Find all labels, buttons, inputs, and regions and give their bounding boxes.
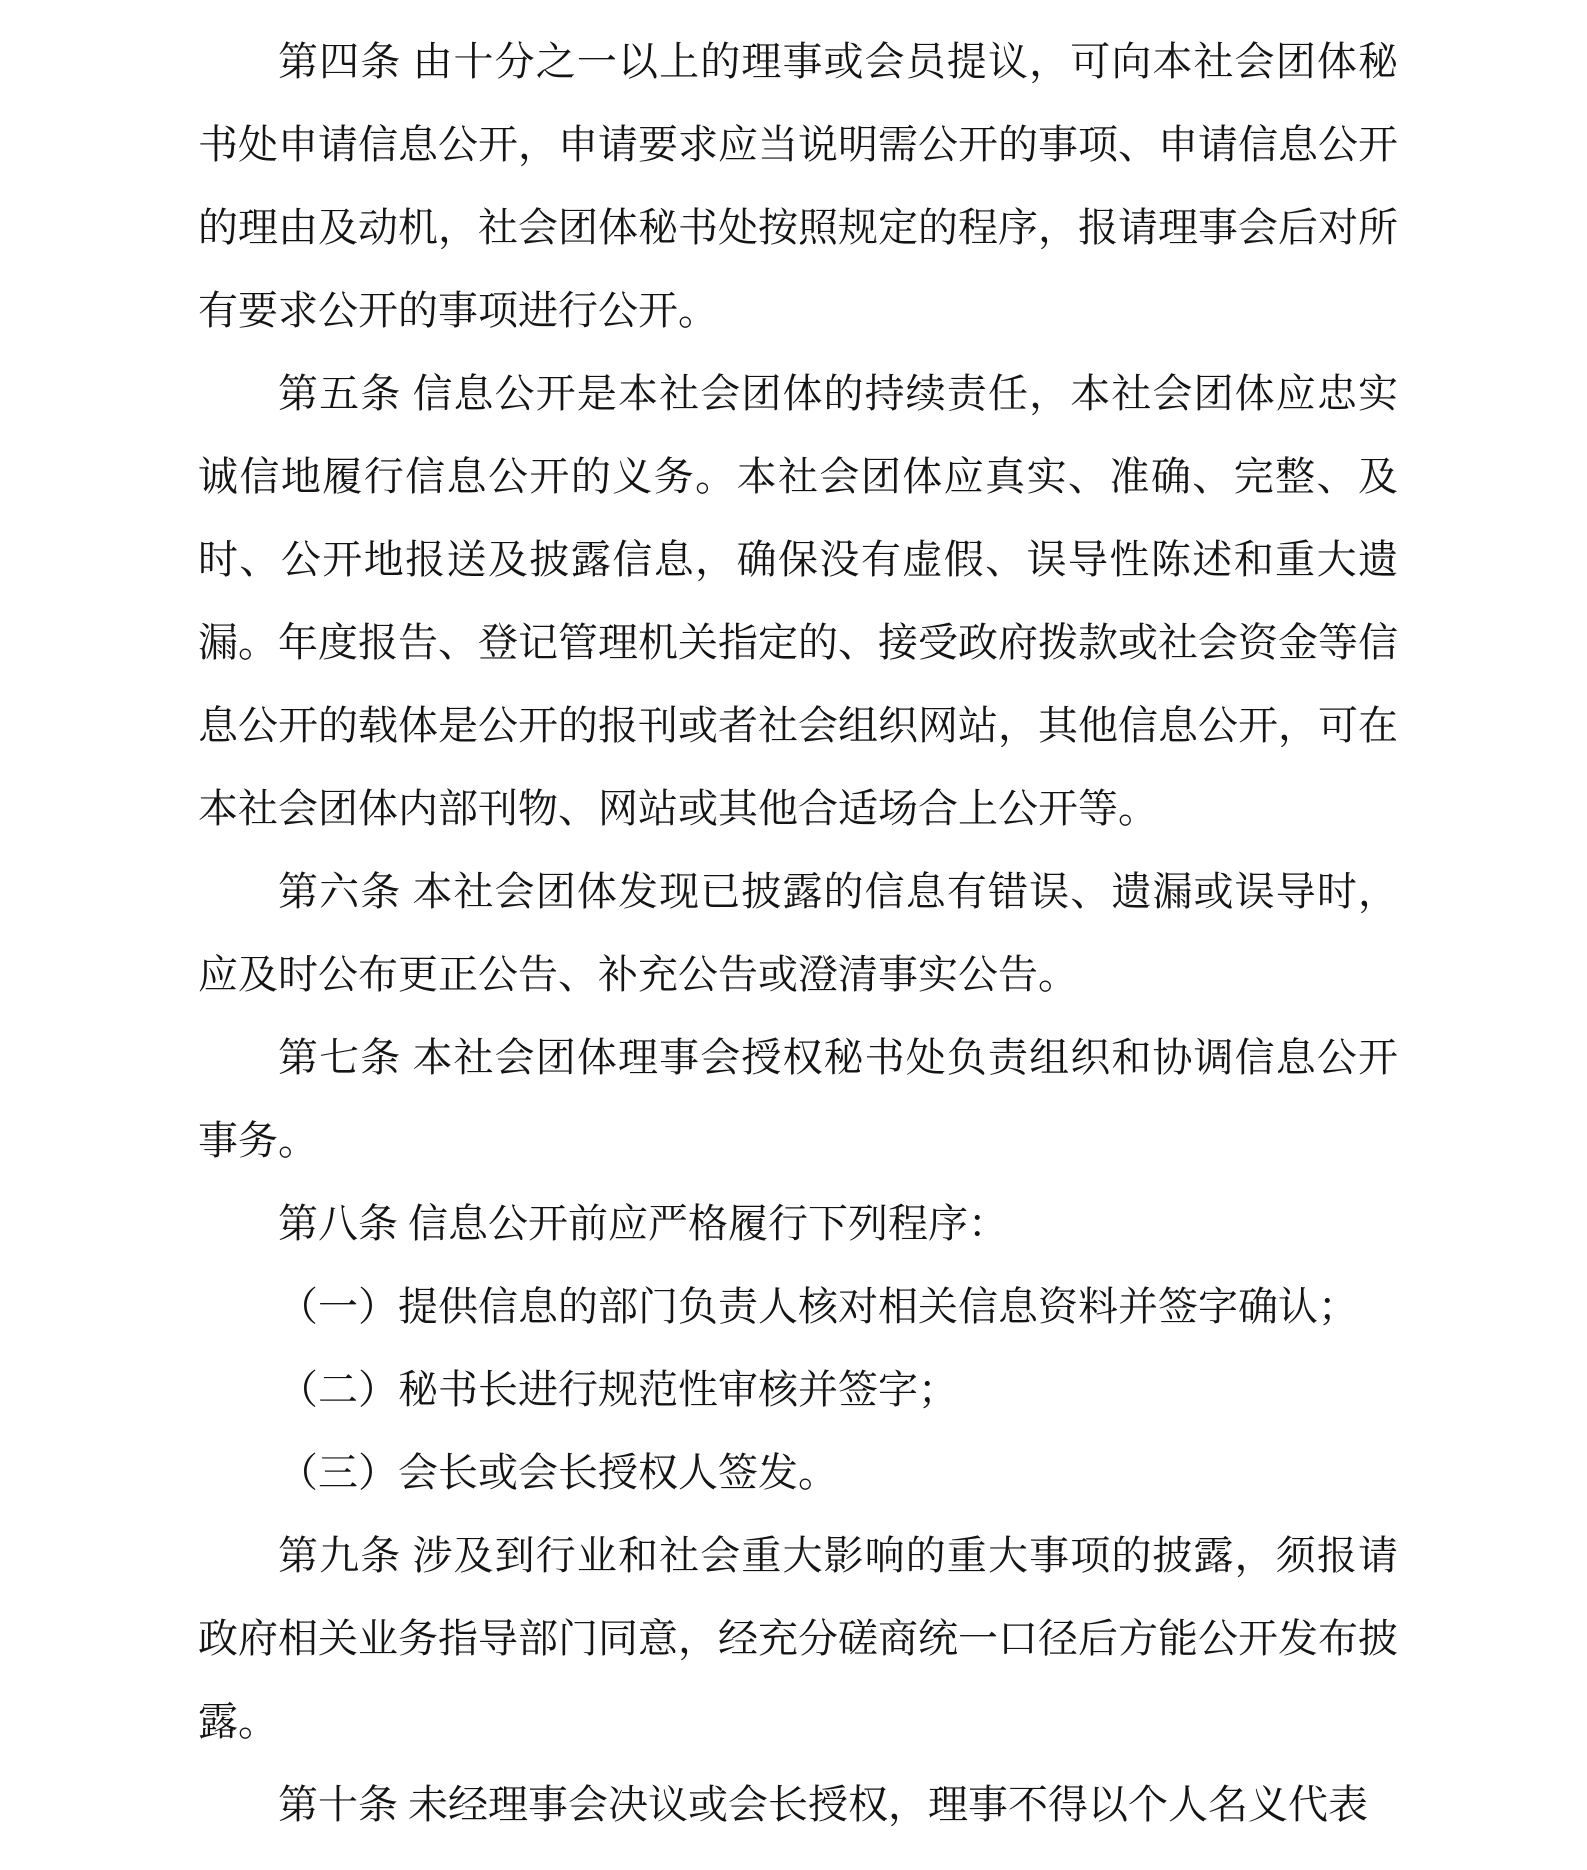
paragraph-article-4: 第四条 由十分之一以上的理事或会员提议，可向本社会团体秘书处申请信息公开，申请要求应当说明需公开的事项、申请信息公开的理由及动机，社会团体秘书处按照规定的程序，报请理事会后对所有要求公开的事项进行公开。 [198, 39, 1398, 333]
paragraph-article-7: 第七条 本社会团体理事会授权秘书处负责组织和协调信息公开事务。 [198, 1035, 1398, 1163]
paragraph-article-8-item-1: （一）提供信息的部门负责人核对相关信息资料并签字确认； [278, 1284, 1358, 1329]
document-body-text [198, 20, 1398, 1846]
paragraph-article-10: 第十条 未经理事会决议或会长授权，理事不得以个人名义代表 [278, 1782, 1368, 1827]
paragraph-article-8-item-2: （二）秘书长进行规范性审核并签字； [278, 1367, 958, 1412]
paragraph-article-9: 第九条 涉及到行业和社会重大影响的重大事项的披露，须报请政府相关业务指导部门同意，经充分磋商统一口径后方能公开发布披露。 [198, 1533, 1398, 1744]
paragraph-article-8-item-3: （三）会长或会长授权人签发。 [278, 1450, 838, 1495]
paragraph-article-8: 第八条 信息公开前应严格履行下列程序： [278, 1201, 1008, 1246]
paragraph-article-6: 第六条 本社会团体发现已披露的信息有错误、遗漏或误导时，应及时公布更正公告、补充公告或澄清事实公告。 [198, 869, 1398, 997]
paragraph-article-5: 第五条 信息公开是本社会团体的持续责任，本社会团体应忠实诚信地履行信息公开的义务。本社会团体应真实、准确、完整、及时、公开地报送及披露信息，确保没有虚假、误导性陈述和重大遗漏。年度报告、登记管理机关指定的、接受政府拨款或社会资金等信息公开的载体是公开的报刊或者社会组织网站，其他信息公开，可在本社会团体内部刊物、网站或其他合适场合上公开等。 [198, 371, 1398, 831]
